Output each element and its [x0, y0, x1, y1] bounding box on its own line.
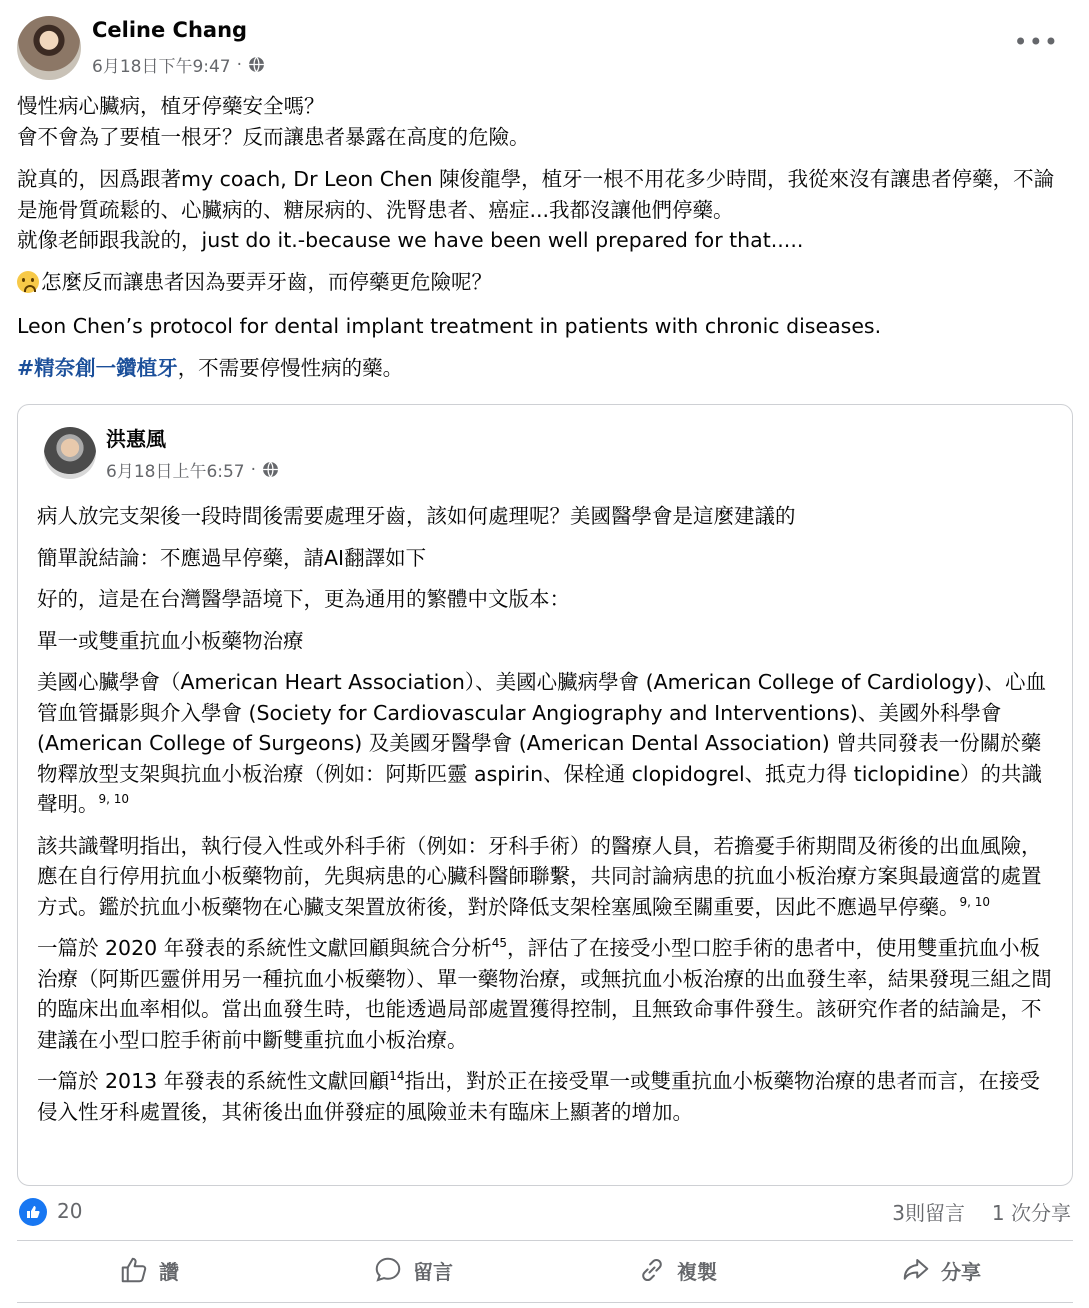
shared-para-7b: ，評估了在接受小型口腔手術的患者中，使用雙重抗血小板治療（阿斯匹靈併用另一種抗血小板藥物）、單一藥物治療，或無抗血小板治療的出血發生率，結果發現三組之間的臨床出血率相似。當出血發生時，也能透過局部處置獲得控制，且無致命事件發生。該研究作者的結論是，不建議在小型口腔手術前中斷雙重抗血小板治療。 — [37, 936, 1052, 1052]
shared-para-8a: 一篇於 2013 年發表的系統性文獻回顧 — [37, 1069, 390, 1093]
copy-link-button[interactable] — [545, 1244, 809, 1296]
shared-para-6 — [37, 831, 1054, 923]
shared-para-2: 簡單說結論：不應過早停藥，請AI翻譯如下 — [37, 545, 427, 570]
post-paragraph-3 — [17, 267, 1073, 298]
post-para-4: Leon Chen’s protocol for dental implant treatment in patients with chronic diseases. — [17, 314, 882, 338]
like-badge-icon[interactable] — [19, 1198, 47, 1226]
more-options-icon[interactable]: ••• — [1013, 28, 1059, 56]
shared-para-5-text: 美國心臟學會（American Heart Association）、美國心臟病學會 (American College of Cardiology)、心血管血管攝影與介入學會 (Society for Cardiovascular Angiography and Interventions)、美國外科學會 (American College of Surgeons) 及美國牙醫學會 (American Dental Association) 曾共同發表一份關於藥物釋放型支架與抗血小板治療（例如：阿斯匹靈 aspirin、保栓通 clopidogrel、抵克力得 ticlopidine）的共識聲明。 — [37, 670, 1047, 816]
citation-sup: 45 — [491, 936, 507, 951]
shared-author-avatar[interactable] — [44, 427, 96, 479]
globe-icon — [248, 56, 265, 73]
share-icon — [901, 1255, 931, 1285]
action-bar — [17, 1244, 1073, 1296]
shared-post-card[interactable] — [17, 404, 1073, 1186]
shared-meta-separator: · — [250, 459, 257, 480]
post-line-1: 慢性病心臟病，植牙停藥安全嗎？ — [17, 94, 325, 118]
author-avatar[interactable] — [17, 16, 81, 80]
link-icon — [637, 1255, 667, 1285]
author-name[interactable]: Celine Chang — [92, 18, 248, 42]
shared-para-4: 單一或雙重抗血小板藥物治療 — [37, 628, 304, 653]
share-count[interactable]: 1 次分享 — [991, 1201, 1071, 1225]
like-label: 讚 — [159, 1259, 179, 1284]
shared-para-6-text: 該共識聲明指出，執行侵入性或外科手術（例如：牙科手術）的醫療人員，若擔憂手術期間及術後的出血風險，應在自行停用抗血小板藥物前，先與病患的心臟科醫師聯繫，共同討論病患的抗血小板治療方案與最適當的處置方式。鑑於抗血小板藥物在心臟支架置放術後，對於降低支架栓塞風險至關重要，因此不應過早停藥。 — [37, 833, 1042, 919]
citation-sup: 9, 10 — [959, 894, 991, 909]
shared-para-1: 病人放完支架後一段時間後需要處理牙齒，該如何處理呢？美國醫學會是這麼建議的 — [37, 504, 796, 528]
like-button[interactable] — [17, 1244, 281, 1296]
shared-para-7a: 一篇於 2020 年發表的系統性文獻回顧與統合分析 — [37, 936, 492, 960]
shared-para-3: 好的，這是在台灣醫學語境下，更為通用的繁體中文版本： — [37, 587, 570, 611]
shared-para-8b: 指出，對於正在接受單一或雙重抗血小板藥物治療的患者而言，在接受侵入性牙科處置後，其術後出血併發症的風險並未有臨床上顯著的增加。 — [37, 1069, 1040, 1124]
comment-button[interactable] — [281, 1244, 545, 1296]
shared-para-8 — [37, 1066, 1054, 1127]
comment-count[interactable]: 3則留言 — [892, 1201, 965, 1225]
citation-sup: 14 — [389, 1069, 405, 1084]
hashtag-link[interactable]: #精奈創一鑽植牙 — [17, 356, 178, 380]
share-label: 分享 — [941, 1259, 981, 1284]
divider — [17, 1302, 1073, 1303]
like-count[interactable]: 20 — [57, 1199, 83, 1223]
post-para-3: 怎麼反而讓患者因為要弄牙齒，而停藥更危險呢？ — [41, 270, 492, 294]
sad-emoji-icon — [17, 271, 39, 293]
shared-timestamp[interactable]: 6月18日上午6:57 — [106, 462, 245, 482]
post-paragraph-5 — [17, 353, 1073, 384]
comment-icon — [373, 1255, 403, 1285]
post-paragraph-2 — [17, 164, 1073, 256]
meta-separator: · — [236, 54, 243, 75]
comment-label: 留言 — [413, 1259, 453, 1284]
shared-post-body — [37, 501, 1054, 1138]
reaction-stats — [17, 1196, 1073, 1230]
post-paragraph-4 — [17, 311, 1073, 342]
shared-post-meta — [106, 457, 279, 482]
post-line-2: 會不會為了要植一根牙？￼反而讓患者暴露在高度的危險。 — [17, 124, 530, 149]
shared-author-name[interactable]: 洪惠風 — [106, 427, 166, 451]
post-meta — [92, 52, 265, 77]
divider — [17, 1240, 1073, 1241]
thumbs-up-icon — [119, 1255, 149, 1285]
shared-para-5 — [37, 667, 1054, 820]
post-para-5: ，不需要停慢性病的藥。 — [177, 356, 404, 380]
post-timestamp[interactable]: 6月18日下午9:47 — [92, 57, 231, 77]
citation-sup: 9, 10 — [98, 792, 130, 807]
post-para-2b: 就像老師跟我說的，just do it.-because we have been well prepared for that..... — [17, 228, 804, 252]
post-intro — [17, 91, 1073, 152]
shared-para-7 — [37, 933, 1054, 1055]
globe-icon — [262, 461, 279, 478]
copy-label: 複製 — [677, 1259, 717, 1284]
share-button[interactable] — [809, 1244, 1073, 1296]
post-para-2: 說真的，因爲跟著my coach, Dr Leon Chen 陳俊龍學，植牙一根不用花多少時間，我從來沒有讓患者停藥，不論是施骨質疏鬆的￼、心臟病的、糖尿病的、洗腎患者、癌症...我都沒讓他們停藥。 — [17, 167, 1055, 222]
